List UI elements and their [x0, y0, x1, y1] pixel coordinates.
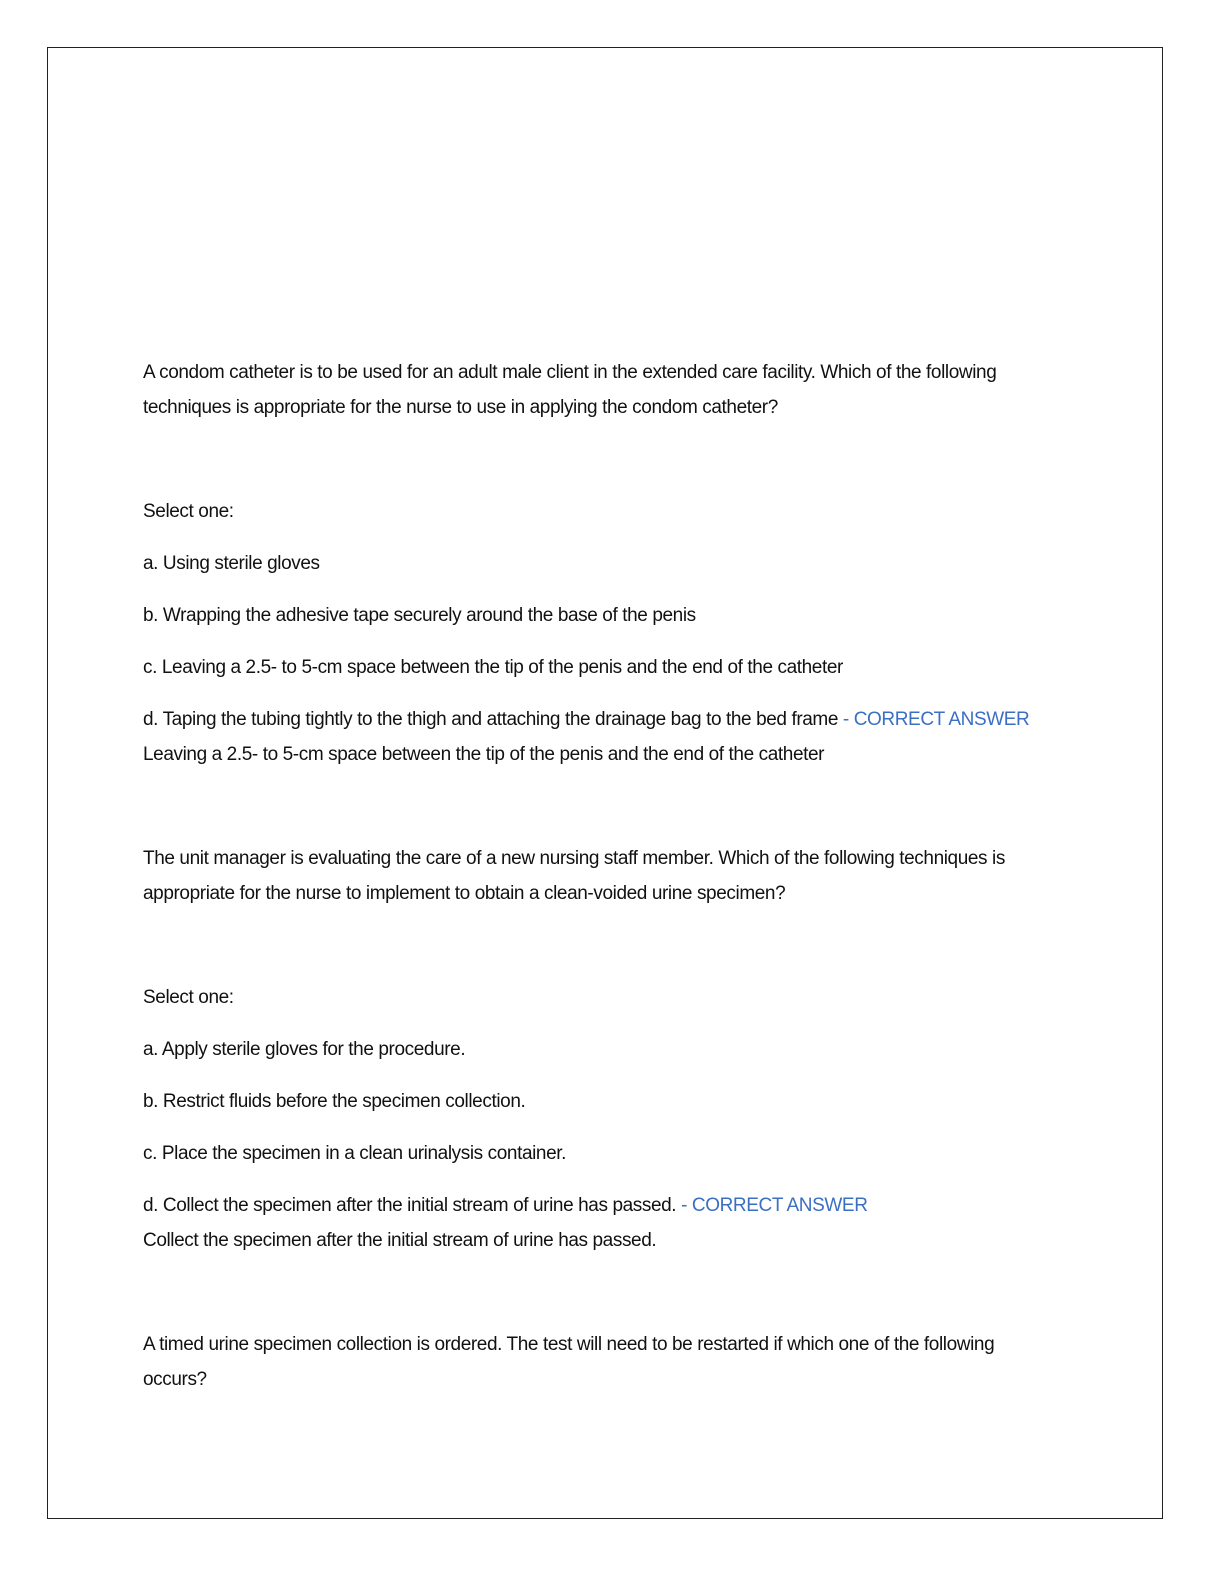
answer-option-a: a. Apply sterile gloves for the procedure. [143, 1039, 466, 1060]
block-spacer [143, 1258, 1053, 1327]
question-prompt: A timed urine specimen collection is ordered. The test will need to be restarted if which one of the following occurs? [143, 1334, 995, 1390]
select-one-label: Select one: [143, 987, 234, 1008]
answer-option-a: a. Using sterile gloves [143, 553, 320, 574]
answer-option-d-text: d. Collect the specimen after the initial stream of urine has passed. [143, 1195, 677, 1216]
answer-option-b: b. Restrict fluids before the specimen collection. [143, 1091, 526, 1112]
answer-option-c: c. Place the specimen in a clean urinalysis container. [143, 1143, 567, 1164]
correct-answer-text: Collect the specimen after the initial stream of urine has passed. [143, 1230, 657, 1251]
question-block [143, 841, 1053, 1258]
document-body [143, 355, 1053, 1397]
correct-answer-text: Leaving a 2.5- to 5-cm space between the tip of the penis and the end of the catheter [143, 744, 825, 765]
correct-answer-marker: - CORRECT ANSWER [838, 709, 1030, 730]
answer-option-d-text: d. Taping the tubing tightly to the thigh and attaching the drainage bag to the bed frame [143, 709, 839, 730]
select-one-label: Select one: [143, 501, 234, 522]
question-block [143, 1327, 1053, 1397]
block-spacer [143, 772, 1053, 841]
answer-option-b: b. Wrapping the adhesive tape securely around the base of the penis [143, 605, 696, 626]
answer-option-d [143, 702, 1053, 772]
correct-answer-marker: - CORRECT ANSWER [676, 1195, 868, 1216]
question-block [143, 355, 1053, 772]
answer-option-d [143, 1188, 1053, 1258]
question-prompt: A condom catheter is to be used for an adult male client in the extended care facility. Which of the following techniques is appropriate for the nurse to use in applying the condom catheter? [143, 362, 997, 418]
answer-option-c: c. Leaving a 2.5- to 5-cm space between the tip of the penis and the end of the catheter [143, 657, 843, 678]
question-prompt: The unit manager is evaluating the care of a new nursing staff member. Which of the following techniques is appropriate for the nurse to implement to obtain a clean-voided urine specimen? [143, 848, 1005, 904]
